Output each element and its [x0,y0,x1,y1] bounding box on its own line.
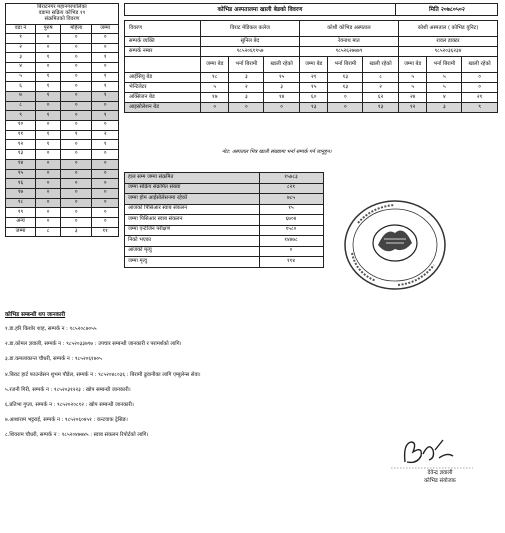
ward-no-cell: ३ [6,53,36,63]
female-cell: १ [61,130,92,140]
contact-person-label: सम्पर्क व्यक्ति [125,37,201,47]
summary-value: ० [260,246,324,257]
bed-count-cell: १५ [299,83,327,93]
ward-row [6,179,119,189]
summary-label: जम्मा एन्टीजेन परीक्षण [125,225,260,236]
male-cell: १ [36,92,61,102]
bed-count-cell: ३ [427,103,462,113]
summary-row [125,215,324,226]
male-cell: ० [36,198,61,208]
male-cell: ० [36,33,61,43]
bed-count-cell: ० [229,103,264,113]
male-cell: १ [36,111,61,121]
bed-count-cell: २१ [462,93,498,103]
bed-count-cell: ५ [398,73,426,83]
bed-count-cell: १७ [201,93,229,103]
female-cell: ० [61,111,92,121]
summary-row [125,257,324,268]
bed-subheader: खाली रहेको [363,57,399,73]
summary-label: हाल सम्म जम्मा संक्रमित [125,173,260,184]
ward-no-cell: ४ [6,62,36,72]
bed-count-cell: १३ [328,73,363,83]
male-cell: १ [36,140,61,150]
bed-count-cell: ९ [462,103,498,113]
hospital-name: कोशी कोभिड अस्पताल [299,21,398,37]
ward-no-cell: १८ [6,198,36,208]
ward-no-cell: ६ [6,82,36,92]
female-cell: ० [61,179,92,189]
female-cell: ० [61,72,92,82]
bed-subheader: खाली रहेको [462,57,498,73]
ward-no-cell: १७ [6,188,36,198]
bed-count-cell: ३ [229,73,264,83]
ward-title-line: संक्रमितको विवरण [44,15,80,22]
bed-row [125,73,498,83]
male-cell: ० [36,169,61,179]
summary-label: जम्मा सक्रिय संक्रमित संख्या [125,183,260,194]
total-cell: ० [92,101,119,111]
bed-type-label: अक्सिजन बेड [125,93,201,103]
contact-number: ९८५२६२७७७९ [299,47,398,57]
female-cell: ० [61,140,92,150]
ward-row [6,217,119,227]
male-cell: ० [36,43,61,53]
bed-count-cell: ३ [264,83,300,93]
bed-count-cell: १५ [264,73,300,83]
ward-title-line: बिराटनगर महानगरपालिका [37,4,87,10]
bed-count-cell: ५ [427,83,462,93]
bed-count-cell: ० [201,103,229,113]
male-cell: ० [36,179,61,189]
male-cell: १ [36,82,61,92]
ward-no-cell: ७ [6,92,36,102]
summary-label: आजको पिसिआर स्वाब संकलन [125,204,260,215]
ward-no-cell: १० [6,121,36,131]
female-cell: ० [61,92,92,102]
ward-row [6,82,119,92]
contact-person: रेवनाथ मात [299,37,398,47]
male-cell: ० [36,150,61,160]
male-cell: ८ [36,227,61,237]
bed-count-cell: ६० [299,93,327,103]
ward-no-cell: ८ [6,101,36,111]
bed-row [125,83,498,93]
summary-row [125,246,324,257]
hospital-name: कोशी अस्पताल ( कोभिड युनिट) [398,21,497,37]
bed-count-cell: ३ [229,93,264,103]
male-cell: ० [36,208,61,218]
male-cell: ० [36,159,61,169]
summary-label: जम्मा मृत्यु [125,257,260,268]
ward-row [6,111,119,121]
ward-row [6,101,119,111]
label-col-header: विवरण [125,21,201,37]
bed-count-cell: २४ [398,93,426,103]
summary-label: निको भएका [125,236,260,247]
bed-subheader: भर्ना बिरामी [229,57,264,73]
bed-count-cell: २१ [299,73,327,83]
summary-label: आजको मृत्यु [125,246,260,257]
contact-item: ५.रजनी गिरी, सम्पर्क न : ९८५२०३१२२३ : खोप सम्बन्धी जानकारी। [5,386,131,393]
total-cell: १ [92,82,119,92]
bed-subheader: जम्मा बेड [201,57,229,73]
female-cell: ० [61,188,92,198]
bed-subheader: भर्ना बिरामी [427,57,462,73]
male-cell: ० [36,188,61,198]
ward-row [6,169,119,179]
total-cell: ० [92,217,119,227]
total-cell: ० [92,198,119,208]
bed-count-cell: ८ [363,73,399,83]
ward-row [6,53,119,63]
total-cell: १ [92,72,119,82]
male-cell: ० [36,121,61,131]
total-cell: ० [92,150,119,160]
total-cell: २ [92,130,119,140]
contact-item: ६.प्रतिभा गुप्ता, सम्पर्क न : ९८५२०२०८१२ : खोप सम्बन्धी जानकारी। [5,402,134,408]
hospital-name: विराट मेडिकल कलेज [201,21,300,37]
total-cell: ० [92,159,119,169]
col-total: जम्मा [92,24,119,33]
male-cell: १ [36,72,61,82]
bed-type-label: भेन्टिलेटर [125,83,201,93]
bed-count-cell: ५ [398,83,426,93]
summary-value: १४४७८ [260,236,324,247]
ward-row [6,33,119,43]
bed-count-cell: ० [462,83,498,93]
bed-count-cell: १३ [299,103,327,113]
contact-person: रावल डाक्टर [398,37,497,47]
female-cell: ० [61,121,92,131]
total-cell: १ [92,140,119,150]
signer-role: कोभिड संयोजक [424,478,456,484]
signer-name: देवेन्द्र ज्ञवाली [427,470,453,476]
summary-row [125,204,324,215]
ward-no-cell: १५ [6,169,36,179]
female-cell: ० [61,33,92,43]
ward-no-cell: १६ [6,179,36,189]
ward-row [6,121,119,131]
summary-value: ६७०४ [260,215,324,226]
total-cell: ० [92,43,119,53]
municipality-seal-icon [336,193,454,297]
blank-cell [125,57,201,73]
bed-type-label: आइसोलेशन बेड [125,103,201,113]
ward-no-cell: अन्य [6,217,36,227]
bed-row [125,93,498,103]
male-cell: ० [36,62,61,72]
summary-table [124,172,324,268]
ward-row [6,72,119,82]
ward-row [6,227,119,237]
bed-count-cell: १३ [328,83,363,93]
ward-no-cell: १४ [6,159,36,169]
bed-row [125,103,498,113]
ward-case-table [5,3,119,237]
contact-item: ७.आशाराम भट्टराई, सम्पर्क न : ९८५२०६०४५१ : कन्टयाक ट्रेसिङ। [5,417,128,424]
ward-row [6,188,119,198]
ward-row [6,43,119,53]
col-female: महिला [61,24,92,33]
female-cell: ० [61,82,92,92]
ward-row [6,130,119,140]
bed-count-cell: १४ [264,93,300,103]
total-cell: १ [92,92,119,102]
female-cell: ० [61,217,92,227]
total-cell: ० [92,188,119,198]
total-cell: ० [92,169,119,179]
bed-count-cell: ० [462,73,498,83]
female-cell: ० [61,159,92,169]
bed-count-cell: २ [363,83,399,93]
total-cell: ० [92,179,119,189]
bed-count-cell: ० [328,93,363,103]
contact-item: १.डा.हरि किशोर शाह, सम्पर्क न : ९८५२०८७०५५ [5,326,97,332]
ward-table-title [6,4,119,25]
contact-person: सुनिल बेद [201,37,300,47]
bed-count-cell: ६२ [363,93,399,103]
bed-subheader: भर्ना बिरामी [328,57,363,73]
col-ward-no: वडा नं [6,24,36,33]
total-cell: ० [92,62,119,72]
ward-row [6,159,119,169]
contact-number: ९८५२०६१९५७ [201,47,300,57]
ward-row [6,150,119,160]
contact-item: ८.शिवराम चौधरी, सम्पर्क न : ९८५२०४७७४५ : स्वाब संकलन रिपोर्टको लागि। [5,432,149,439]
ward-row [6,198,119,208]
female-cell: ० [61,150,92,160]
contacts-heading: कोभिड सम्बन्धी थप जानकारी [5,312,66,318]
bed-count-cell: १२ [398,103,426,113]
signature-icon [377,432,487,474]
female-cell: ० [61,53,92,63]
female-cell: ० [61,43,92,53]
female-cell: ० [61,198,92,208]
bed-subheader: जम्मा बेड [299,57,327,73]
ward-row [6,208,119,218]
bed-count-cell: २ [229,83,264,93]
bed-count-cell: ५ [201,83,229,93]
summary-row [125,183,324,194]
ward-no-cell: १९ [6,208,36,218]
female-cell: ० [61,169,92,179]
bed-count-cell: १८ [201,73,229,83]
summary-label: जम्मा पिसिआर स्वाब संकलन [125,215,260,226]
total-cell: ११ [92,227,119,237]
ward-no-cell: ११ [6,130,36,140]
summary-row [125,194,324,205]
female-cell: ० [61,208,92,218]
total-cell: ० [92,121,119,131]
ward-row [6,92,119,102]
bed-note: नोट: अस्पताल भित्र खाली संख्यामा भर्ना सम्पर्क गर्न जानुहुन। [222,149,332,155]
bed-count-cell: ० [328,103,363,113]
contact-item: २.डा.कोमल ज्ञवाली, सम्पर्क न : ९८५२०३३७९७ : उपचार सम्बन्धी जानकारी र परामर्शको लागि। [5,341,182,348]
total-cell: ० [92,33,119,43]
summary-row [125,173,324,184]
summary-value: ११४ [260,257,324,268]
summary-row [125,225,324,236]
female-cell: ० [61,101,92,111]
male-cell: ० [36,101,61,111]
contact-number: ९८५२०३६२३४ [398,47,497,57]
ward-no-cell: ९ [6,111,36,121]
male-cell: ० [36,217,61,227]
bed-count-cell: ४ [427,93,462,103]
total-cell: ० [92,208,119,218]
female-cell: ० [61,62,92,72]
summary-value: १५ [260,204,324,215]
ward-no-cell: १२ [6,140,36,150]
report-date: मिति २०७८०५०२ [429,7,465,13]
ward-row [6,140,119,150]
summary-row [125,236,324,247]
male-cell: १ [36,130,61,140]
ward-row [6,62,119,72]
report-title: कोभिड अस्पतालमा खाली बेडको विवरण [217,7,303,13]
summary-value: ७८५ [260,194,324,205]
ward-no-cell: ५ [6,72,36,82]
hospital-bed-table [124,20,498,113]
ward-no-cell: जम्मा [6,227,36,237]
male-cell: १ [36,53,61,63]
ward-no-cell: १३ [6,150,36,160]
total-cell: १ [92,111,119,121]
summary-value: १५७८३ [260,173,324,184]
summary-value: ८२१ [260,183,324,194]
bed-subheader: खाली रहेको [264,57,300,73]
col-male: पुरुष [36,24,61,33]
contact-item: ४.बिराट हार्ट फाउन्डेसन शुभम पौडेल, सम्पर्क न : ९८५२०४८०३६ : बिरामी ढुवानीका लागि एम्बुलेन्स सेवा। [5,371,201,378]
ward-no-cell: २ [6,43,36,53]
ward-no-cell: १ [6,33,36,43]
total-cell: १ [92,53,119,63]
bed-count-cell: ५ [427,73,462,83]
ward-title-line: वडामा सक्रिय कोभिड १९ [38,9,86,16]
bed-subheader: जम्मा बेड [398,57,426,73]
summary-label: जम्मा होम आईसोलेसनमा रहेको [125,194,260,205]
bed-count-cell: १३ [363,103,399,113]
bed-report-title-box [124,3,498,16]
female-cell: ३ [61,227,92,237]
bed-count-cell: ० [264,103,300,113]
contact-number-label: सम्पर्क नम्बर [125,47,201,57]
bed-type-label: आईसियु बेड [125,73,201,83]
contact-item: ३.डा.कमलाकान्त चौधरी, सम्पर्क न : ९८५२०६१७०५ [5,356,102,363]
summary-value: १५८० [260,225,324,236]
